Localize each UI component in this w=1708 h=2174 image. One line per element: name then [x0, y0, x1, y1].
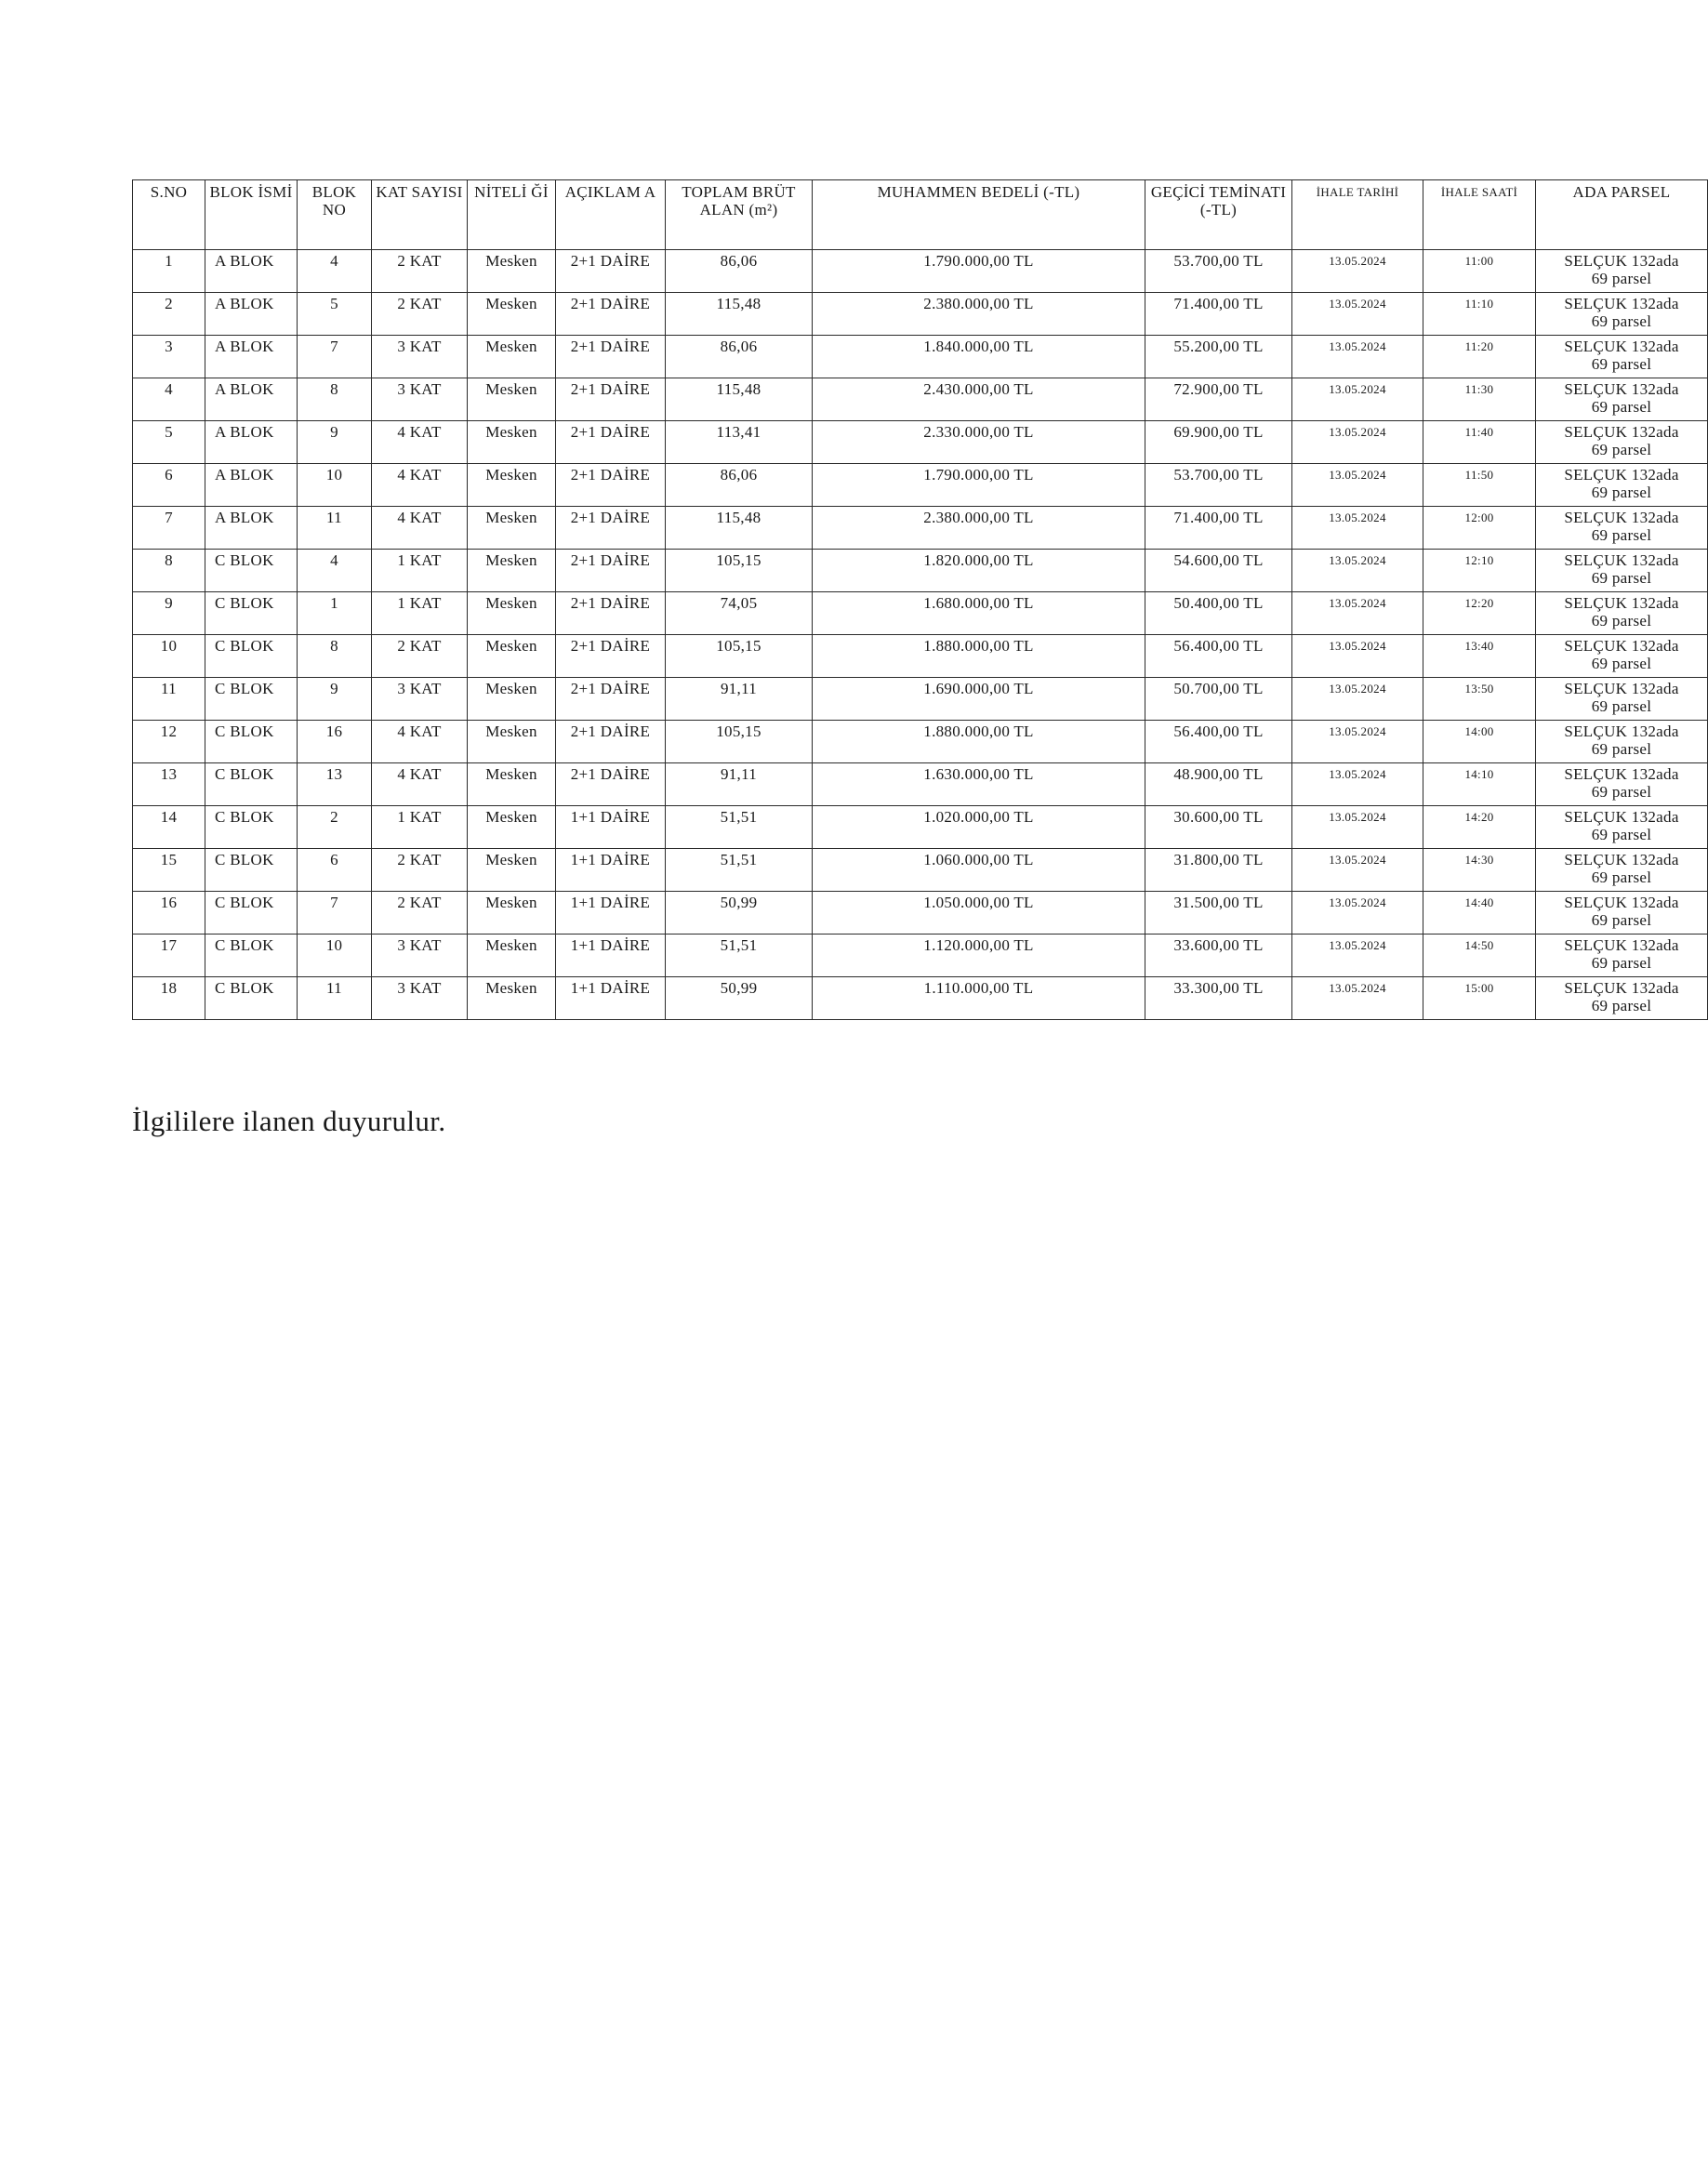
cell-ada-parsel: [1536, 421, 1708, 464]
cell-blok-ismi: C BLOK: [205, 678, 298, 721]
cell-saat: 11:10: [1423, 293, 1536, 336]
cell-alan: 51,51: [666, 935, 813, 977]
cell-blok-no: 6: [298, 849, 372, 892]
header-sno: S.NO: [133, 180, 205, 250]
cell-bedel: 2.380.000,00 TL: [813, 293, 1145, 336]
cell-tarih: 13.05.2024: [1292, 507, 1423, 550]
table-row: [133, 378, 1708, 421]
cell-kat-sayisi: 2 KAT: [372, 849, 468, 892]
ada-name: SELÇUK 132ada: [1564, 765, 1679, 783]
cell-teminat: 33.600,00 TL: [1145, 935, 1292, 977]
cell-blok-no: 8: [298, 378, 372, 421]
cell-teminat: 31.800,00 TL: [1145, 849, 1292, 892]
header-ihale-tarihi: İHALE TARİHİ: [1292, 180, 1423, 250]
cell-saat: 13:50: [1423, 678, 1536, 721]
parsel-name: 69 parsel: [1591, 569, 1652, 587]
cell-niteligi: Mesken: [468, 849, 556, 892]
cell-blok-ismi: A BLOK: [205, 378, 298, 421]
cell-niteligi: Mesken: [468, 507, 556, 550]
ada-name: SELÇUK 132ada: [1564, 551, 1679, 569]
cell-bedel: 1.110.000,00 TL: [813, 977, 1145, 1020]
cell-blok-no: 4: [298, 550, 372, 592]
cell-saat: 14:50: [1423, 935, 1536, 977]
cell-kat-sayisi: 4 KAT: [372, 464, 468, 507]
cell-blok-ismi: C BLOK: [205, 849, 298, 892]
cell-tarih: 13.05.2024: [1292, 336, 1423, 378]
parsel-name: 69 parsel: [1591, 484, 1652, 501]
cell-teminat: 50.400,00 TL: [1145, 592, 1292, 635]
cell-alan: 115,48: [666, 293, 813, 336]
cell-blok-ismi: A BLOK: [205, 293, 298, 336]
cell-ada-parsel: [1536, 849, 1708, 892]
cell-bedel: 2.380.000,00 TL: [813, 507, 1145, 550]
cell-kat-sayisi: 3 KAT: [372, 977, 468, 1020]
cell-niteligi: Mesken: [468, 721, 556, 763]
cell-aciklama: 2+1 DAİRE: [556, 550, 666, 592]
cell-blok-ismi: C BLOK: [205, 806, 298, 849]
cell-saat: 13:40: [1423, 635, 1536, 678]
cell-niteligi: Mesken: [468, 464, 556, 507]
table-row: [133, 550, 1708, 592]
parsel-name: 69 parsel: [1591, 312, 1652, 330]
cell-sno: 17: [133, 935, 205, 977]
cell-bedel: 1.790.000,00 TL: [813, 464, 1145, 507]
cell-kat-sayisi: 1 KAT: [372, 550, 468, 592]
cell-aciklama: 2+1 DAİRE: [556, 635, 666, 678]
cell-ada-parsel: [1536, 378, 1708, 421]
cell-aciklama: 2+1 DAİRE: [556, 421, 666, 464]
cell-blok-no: 7: [298, 336, 372, 378]
cell-aciklama: 2+1 DAİRE: [556, 592, 666, 635]
parsel-name: 69 parsel: [1591, 355, 1652, 373]
ada-name: SELÇUK 132ada: [1564, 295, 1679, 312]
cell-tarih: 13.05.2024: [1292, 935, 1423, 977]
cell-tarih: 13.05.2024: [1292, 592, 1423, 635]
cell-tarih: 13.05.2024: [1292, 250, 1423, 293]
cell-ada-parsel: [1536, 635, 1708, 678]
cell-bedel: 1.880.000,00 TL: [813, 721, 1145, 763]
cell-alan: 113,41: [666, 421, 813, 464]
cell-ada-parsel: [1536, 592, 1708, 635]
cell-teminat: 33.300,00 TL: [1145, 977, 1292, 1020]
cell-niteligi: Mesken: [468, 592, 556, 635]
cell-alan: 115,48: [666, 378, 813, 421]
cell-saat: 12:20: [1423, 592, 1536, 635]
cell-teminat: 48.900,00 TL: [1145, 763, 1292, 806]
cell-saat: 14:10: [1423, 763, 1536, 806]
cell-ada-parsel: [1536, 977, 1708, 1020]
cell-sno: 4: [133, 378, 205, 421]
ada-name: SELÇUK 132ada: [1564, 423, 1679, 441]
cell-niteligi: Mesken: [468, 763, 556, 806]
cell-blok-no: 10: [298, 935, 372, 977]
cell-alan: 105,15: [666, 550, 813, 592]
cell-saat: 14:20: [1423, 806, 1536, 849]
cell-niteligi: Mesken: [468, 550, 556, 592]
cell-sno: 10: [133, 635, 205, 678]
cell-alan: 50,99: [666, 892, 813, 935]
parsel-name: 69 parsel: [1591, 441, 1652, 458]
parsel-name: 69 parsel: [1591, 655, 1652, 672]
cell-sno: 13: [133, 763, 205, 806]
table-row: [133, 892, 1708, 935]
cell-tarih: 13.05.2024: [1292, 635, 1423, 678]
cell-bedel: 1.840.000,00 TL: [813, 336, 1145, 378]
cell-blok-ismi: A BLOK: [205, 250, 298, 293]
cell-niteligi: Mesken: [468, 336, 556, 378]
parsel-name: 69 parsel: [1591, 783, 1652, 801]
header-ihale-saati: İHALE SAATİ: [1423, 180, 1536, 250]
header-niteligi: NİTELİ Ğİ: [468, 180, 556, 250]
cell-teminat: 72.900,00 TL: [1145, 378, 1292, 421]
cell-sno: 3: [133, 336, 205, 378]
cell-kat-sayisi: 2 KAT: [372, 293, 468, 336]
cell-saat: 15:00: [1423, 977, 1536, 1020]
cell-kat-sayisi: 2 KAT: [372, 635, 468, 678]
cell-tarih: 13.05.2024: [1292, 721, 1423, 763]
cell-alan: 105,15: [666, 635, 813, 678]
cell-alan: 86,06: [666, 250, 813, 293]
table-row: [133, 635, 1708, 678]
cell-ada-parsel: [1536, 892, 1708, 935]
cell-alan: 51,51: [666, 806, 813, 849]
cell-blok-no: 10: [298, 464, 372, 507]
cell-aciklama: 2+1 DAİRE: [556, 250, 666, 293]
cell-tarih: 13.05.2024: [1292, 678, 1423, 721]
cell-tarih: 13.05.2024: [1292, 892, 1423, 935]
cell-ada-parsel: [1536, 806, 1708, 849]
ada-name: SELÇUK 132ada: [1564, 380, 1679, 398]
cell-bedel: 1.690.000,00 TL: [813, 678, 1145, 721]
cell-aciklama: 1+1 DAİRE: [556, 935, 666, 977]
cell-sno: 18: [133, 977, 205, 1020]
cell-sno: 15: [133, 849, 205, 892]
header-toplam-brut-alan: TOPLAM BRÜT ALAN (m²): [666, 180, 813, 250]
cell-aciklama: 2+1 DAİRE: [556, 336, 666, 378]
cell-blok-ismi: C BLOK: [205, 892, 298, 935]
cell-kat-sayisi: 1 KAT: [372, 592, 468, 635]
cell-saat: 14:30: [1423, 849, 1536, 892]
cell-saat: 11:50: [1423, 464, 1536, 507]
cell-sno: 11: [133, 678, 205, 721]
cell-kat-sayisi: 4 KAT: [372, 421, 468, 464]
cell-sno: 12: [133, 721, 205, 763]
cell-saat: 14:40: [1423, 892, 1536, 935]
cell-sno: 6: [133, 464, 205, 507]
cell-blok-no: 11: [298, 977, 372, 1020]
cell-ada-parsel: [1536, 763, 1708, 806]
cell-teminat: 53.700,00 TL: [1145, 464, 1292, 507]
table-row: [133, 336, 1708, 378]
cell-tarih: 13.05.2024: [1292, 421, 1423, 464]
table-row: [133, 507, 1708, 550]
parsel-name: 69 parsel: [1591, 612, 1652, 630]
cell-blok-no: 9: [298, 421, 372, 464]
cell-kat-sayisi: 2 KAT: [372, 892, 468, 935]
cell-niteligi: Mesken: [468, 935, 556, 977]
parsel-name: 69 parsel: [1591, 868, 1652, 886]
cell-sno: 5: [133, 421, 205, 464]
cell-teminat: 30.600,00 TL: [1145, 806, 1292, 849]
cell-sno: 7: [133, 507, 205, 550]
cell-aciklama: 1+1 DAİRE: [556, 892, 666, 935]
cell-teminat: 54.600,00 TL: [1145, 550, 1292, 592]
announcement-note: İlgililere ilanen duyurulur.: [132, 1105, 446, 1137]
cell-blok-ismi: C BLOK: [205, 635, 298, 678]
cell-bedel: 2.330.000,00 TL: [813, 421, 1145, 464]
cell-blok-ismi: C BLOK: [205, 550, 298, 592]
cell-alan: 51,51: [666, 849, 813, 892]
cell-ada-parsel: [1536, 464, 1708, 507]
cell-blok-no: 2: [298, 806, 372, 849]
cell-saat: 11:30: [1423, 378, 1536, 421]
cell-blok-ismi: C BLOK: [205, 935, 298, 977]
header-gecici-teminati: GEÇİCİ TEMİNATI (-TL): [1145, 180, 1292, 250]
cell-ada-parsel: [1536, 250, 1708, 293]
cell-blok-ismi: C BLOK: [205, 977, 298, 1020]
cell-aciklama: 1+1 DAİRE: [556, 849, 666, 892]
cell-kat-sayisi: 4 KAT: [372, 507, 468, 550]
cell-aciklama: 1+1 DAİRE: [556, 806, 666, 849]
ada-name: SELÇUK 132ada: [1564, 979, 1679, 997]
cell-niteligi: Mesken: [468, 293, 556, 336]
ada-name: SELÇUK 132ada: [1564, 894, 1679, 911]
cell-ada-parsel: [1536, 293, 1708, 336]
cell-saat: 14:00: [1423, 721, 1536, 763]
cell-niteligi: Mesken: [468, 378, 556, 421]
header-aciklama: AÇIKLAM A: [556, 180, 666, 250]
cell-kat-sayisi: 3 KAT: [372, 935, 468, 977]
cell-tarih: 13.05.2024: [1292, 550, 1423, 592]
cell-blok-ismi: A BLOK: [205, 336, 298, 378]
cell-blok-no: 1: [298, 592, 372, 635]
cell-blok-no: 8: [298, 635, 372, 678]
ada-name: SELÇUK 132ada: [1564, 637, 1679, 655]
cell-ada-parsel: [1536, 550, 1708, 592]
cell-niteligi: Mesken: [468, 635, 556, 678]
auction-table: [132, 179, 1708, 1020]
cell-aciklama: 2+1 DAİRE: [556, 678, 666, 721]
cell-kat-sayisi: 2 KAT: [372, 250, 468, 293]
cell-alan: 50,99: [666, 977, 813, 1020]
cell-sno: 14: [133, 806, 205, 849]
cell-teminat: 31.500,00 TL: [1145, 892, 1292, 935]
parsel-name: 69 parsel: [1591, 740, 1652, 758]
parsel-name: 69 parsel: [1591, 997, 1652, 1014]
ada-name: SELÇUK 132ada: [1564, 466, 1679, 484]
header-muhammen-bedeli: MUHAMMEN BEDELİ (-TL): [813, 180, 1145, 250]
cell-aciklama: 2+1 DAİRE: [556, 763, 666, 806]
ada-name: SELÇUK 132ada: [1564, 808, 1679, 826]
cell-kat-sayisi: 4 KAT: [372, 763, 468, 806]
cell-kat-sayisi: 4 KAT: [372, 721, 468, 763]
cell-sno: 16: [133, 892, 205, 935]
cell-blok-ismi: C BLOK: [205, 763, 298, 806]
cell-niteligi: Mesken: [468, 977, 556, 1020]
table-row: [133, 293, 1708, 336]
cell-teminat: 56.400,00 TL: [1145, 635, 1292, 678]
header-blok-no: BLOK NO: [298, 180, 372, 250]
cell-teminat: 71.400,00 TL: [1145, 293, 1292, 336]
cell-ada-parsel: [1536, 935, 1708, 977]
parsel-name: 69 parsel: [1591, 911, 1652, 929]
cell-niteligi: Mesken: [468, 421, 556, 464]
cell-sno: 2: [133, 293, 205, 336]
cell-ada-parsel: [1536, 507, 1708, 550]
cell-tarih: 13.05.2024: [1292, 378, 1423, 421]
cell-tarih: 13.05.2024: [1292, 763, 1423, 806]
cell-ada-parsel: [1536, 678, 1708, 721]
table-row: [133, 464, 1708, 507]
cell-aciklama: 2+1 DAİRE: [556, 721, 666, 763]
cell-bedel: 2.430.000,00 TL: [813, 378, 1145, 421]
ada-name: SELÇUK 132ada: [1564, 252, 1679, 270]
ada-name: SELÇUK 132ada: [1564, 851, 1679, 868]
parsel-name: 69 parsel: [1591, 270, 1652, 287]
parsel-name: 69 parsel: [1591, 954, 1652, 972]
cell-ada-parsel: [1536, 336, 1708, 378]
cell-bedel: 1.050.000,00 TL: [813, 892, 1145, 935]
table-row: [133, 721, 1708, 763]
parsel-name: 69 parsel: [1591, 697, 1652, 715]
cell-alan: 74,05: [666, 592, 813, 635]
cell-kat-sayisi: 3 KAT: [372, 378, 468, 421]
cell-teminat: 55.200,00 TL: [1145, 336, 1292, 378]
cell-bedel: 1.630.000,00 TL: [813, 763, 1145, 806]
cell-tarih: 13.05.2024: [1292, 464, 1423, 507]
cell-aciklama: 1+1 DAİRE: [556, 977, 666, 1020]
cell-blok-ismi: A BLOK: [205, 421, 298, 464]
cell-sno: 1: [133, 250, 205, 293]
cell-alan: 91,11: [666, 678, 813, 721]
cell-bedel: 1.880.000,00 TL: [813, 635, 1145, 678]
cell-blok-no: 7: [298, 892, 372, 935]
cell-aciklama: 2+1 DAİRE: [556, 378, 666, 421]
cell-blok-ismi: C BLOK: [205, 592, 298, 635]
cell-sno: 8: [133, 550, 205, 592]
cell-niteligi: Mesken: [468, 892, 556, 935]
ada-name: SELÇUK 132ada: [1564, 936, 1679, 954]
cell-niteligi: Mesken: [468, 678, 556, 721]
cell-saat: 11:00: [1423, 250, 1536, 293]
cell-bedel: 1.060.000,00 TL: [813, 849, 1145, 892]
cell-alan: 115,48: [666, 507, 813, 550]
cell-teminat: 56.400,00 TL: [1145, 721, 1292, 763]
cell-saat: 11:40: [1423, 421, 1536, 464]
cell-tarih: 13.05.2024: [1292, 977, 1423, 1020]
cell-alan: 86,06: [666, 464, 813, 507]
cell-tarih: 13.05.2024: [1292, 806, 1423, 849]
table-row: [133, 977, 1708, 1020]
cell-blok-no: 5: [298, 293, 372, 336]
cell-alan: 86,06: [666, 336, 813, 378]
header-ada-parsel: ADA PARSEL: [1536, 180, 1708, 250]
ada-name: SELÇUK 132ada: [1564, 594, 1679, 612]
table-row: [133, 678, 1708, 721]
header-blok-ismi: BLOK İSMİ: [205, 180, 298, 250]
cell-saat: 11:20: [1423, 336, 1536, 378]
table-row: [133, 935, 1708, 977]
cell-blok-ismi: C BLOK: [205, 721, 298, 763]
cell-aciklama: 2+1 DAİRE: [556, 507, 666, 550]
cell-blok-no: 9: [298, 678, 372, 721]
cell-tarih: 13.05.2024: [1292, 293, 1423, 336]
table-body: [133, 250, 1708, 1020]
cell-bedel: 1.120.000,00 TL: [813, 935, 1145, 977]
cell-blok-no: 4: [298, 250, 372, 293]
cell-blok-no: 11: [298, 507, 372, 550]
table-row: [133, 250, 1708, 293]
table-row: [133, 421, 1708, 464]
cell-teminat: 69.900,00 TL: [1145, 421, 1292, 464]
cell-niteligi: Mesken: [468, 250, 556, 293]
parsel-name: 69 parsel: [1591, 526, 1652, 544]
table-header-row: [133, 180, 1708, 250]
cell-bedel: 1.020.000,00 TL: [813, 806, 1145, 849]
cell-blok-no: 16: [298, 721, 372, 763]
cell-sno: 9: [133, 592, 205, 635]
cell-kat-sayisi: 1 KAT: [372, 806, 468, 849]
cell-tarih: 13.05.2024: [1292, 849, 1423, 892]
table-row: [133, 592, 1708, 635]
table-row: [133, 806, 1708, 849]
cell-bedel: 1.820.000,00 TL: [813, 550, 1145, 592]
table-row: [133, 763, 1708, 806]
cell-kat-sayisi: 3 KAT: [372, 336, 468, 378]
cell-blok-ismi: A BLOK: [205, 464, 298, 507]
cell-bedel: 1.790.000,00 TL: [813, 250, 1145, 293]
cell-bedel: 1.680.000,00 TL: [813, 592, 1145, 635]
cell-teminat: 50.700,00 TL: [1145, 678, 1292, 721]
cell-aciklama: 2+1 DAİRE: [556, 293, 666, 336]
cell-ada-parsel: [1536, 721, 1708, 763]
parsel-name: 69 parsel: [1591, 398, 1652, 416]
ada-name: SELÇUK 132ada: [1564, 338, 1679, 355]
cell-teminat: 71.400,00 TL: [1145, 507, 1292, 550]
cell-saat: 12:00: [1423, 507, 1536, 550]
cell-aciklama: 2+1 DAİRE: [556, 464, 666, 507]
cell-alan: 105,15: [666, 721, 813, 763]
cell-blok-ismi: A BLOK: [205, 507, 298, 550]
ada-name: SELÇUK 132ada: [1564, 680, 1679, 697]
parsel-name: 69 parsel: [1591, 826, 1652, 843]
header-kat-sayisi: KAT SAYISI: [372, 180, 468, 250]
ada-name: SELÇUK 132ada: [1564, 509, 1679, 526]
cell-saat: 12:10: [1423, 550, 1536, 592]
table-row: [133, 849, 1708, 892]
cell-alan: 91,11: [666, 763, 813, 806]
cell-niteligi: Mesken: [468, 806, 556, 849]
ada-name: SELÇUK 132ada: [1564, 722, 1679, 740]
cell-teminat: 53.700,00 TL: [1145, 250, 1292, 293]
cell-kat-sayisi: 3 KAT: [372, 678, 468, 721]
cell-blok-no: 13: [298, 763, 372, 806]
